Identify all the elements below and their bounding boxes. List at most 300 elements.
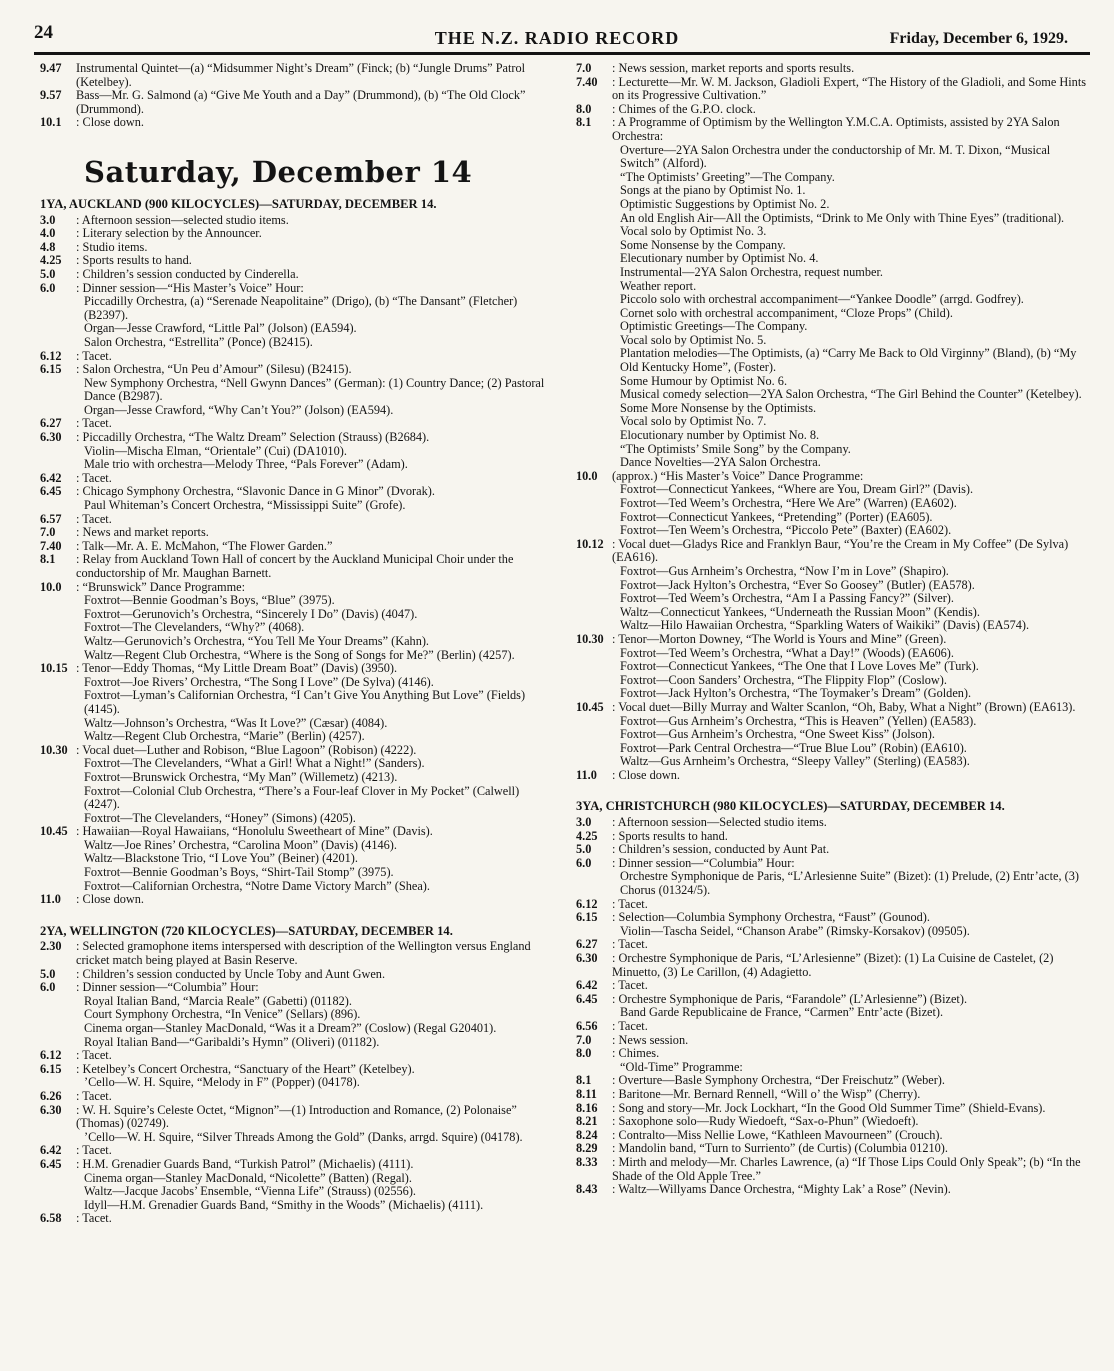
schedule-text: Male trio with orchestra—Melody Three, “Pals Forever” (Adam). [84,457,408,472]
schedule-item [40,940,555,967]
schedule-text: Foxtrot—Ted Weem’s Orchestra, “What a Day!” (Woods) (EA606). [620,645,954,660]
schedule-text: : Tacet. [612,937,648,952]
schedule-time: 9.57 [40,88,62,103]
schedule-time [576,925,612,939]
schedule-item [576,606,1090,620]
schedule-item [576,184,1090,198]
schedule-time [576,728,612,742]
schedule-item [576,579,1090,593]
schedule-time [576,524,612,538]
schedule-item [576,843,1090,857]
schedule-item [40,1104,555,1131]
schedule-text: : Saxophone solo—Rudy Wiedoeft, “Sax-o-Phun” (Wiedoeft). [612,1114,919,1129]
schedule-text: : “Brunswick” Dance Programme: [76,579,246,594]
schedule-item [576,938,1090,952]
schedule-item [40,445,555,459]
schedule-item [576,144,1090,171]
schedule-item [576,952,1090,979]
schedule-item [576,565,1090,579]
day-title: Saturday, December 14 [84,154,473,189]
schedule-text: : Hawaiian—Royal Hawaiians, “Honolulu Sweetheart of Mine” (Davis). [76,824,433,839]
schedule-text: Instrumental—2YA Salon Orchestra, request number. [620,264,883,279]
schedule-text: : Talk—Mr. A. E. McMahon, “The Flower Garden.” [76,538,333,553]
schedule-item [576,647,1090,661]
schedule-time: 10.0 [576,468,598,483]
schedule-item [40,1144,555,1158]
schedule-item [40,227,555,241]
schedule-item [40,458,555,472]
header-rule [34,52,1090,55]
schedule-time [40,771,76,785]
schedule-time [576,415,612,429]
schedule-item [576,266,1090,280]
schedule-text: Foxtrot—Jack Hylton’s Orchestra, “The Toymaker’s Dream” (Golden). [620,686,972,701]
schedule-time [40,757,76,771]
schedule-time: 10.30 [576,631,604,646]
schedule-item [576,483,1090,497]
schedule-item [40,1185,555,1199]
schedule-text: : Mandolin band, “Turn to Surriento” (de Curtis) (Columbia 01210). [612,1141,948,1156]
schedule-time [40,1185,76,1199]
schedule-item [40,893,555,907]
schedule-text: : Tacet. [76,1143,112,1158]
schedule-item [576,116,1090,143]
schedule-item [40,116,555,130]
schedule-item [576,755,1090,769]
schedule-text: “The Optimists’ Greeting”—The Company. [620,169,835,184]
schedule-text: Optimistic Greetings—The Company. [620,319,808,334]
schedule-text: Waltz—Jacque Jacobs’ Ensemble, “Vienna Life” (Strauss) (02556). [84,1184,416,1199]
schedule-time [40,404,76,418]
schedule-item [576,979,1090,993]
schedule-time [40,608,76,622]
schedule-time: 10.45 [40,824,68,839]
schedule-text: Optimistic Suggestions by Optimist No. 2. [620,196,830,211]
schedule-item [40,995,555,1009]
schedule-text: Elecutionary number by Optimist No. 4. [620,251,819,266]
schedule-text: : Children’s session conducted by Uncle Toby and Aunt Gwen. [76,966,386,981]
schedule-text: Bass—Mr. G. Salmond (a) “Give Me Youth and a Day” (Drummond), (b) “The Old Clock” (Drummond). [76,88,526,116]
schedule-text: Some Humour by Optimist No. 6. [620,373,788,388]
station-2ya-continued-list [576,62,1090,782]
schedule-time [576,388,612,402]
schedule-item [40,214,555,228]
schedule-time [576,511,612,525]
schedule-time: 8.1 [576,1073,592,1088]
schedule-item [40,1212,555,1226]
schedule-item [576,429,1090,443]
schedule-text: Foxtrot—Jack Hylton’s Orchestra, “Ever So Goosey” (Butler) (EA578). [620,577,975,592]
schedule-time: 4.8 [40,239,56,254]
schedule-time [576,212,612,226]
schedule-time [40,336,76,350]
schedule-text: Some More Nonsense by the Optimists. [620,400,817,415]
schedule-time [40,1036,76,1050]
schedule-time: 10.30 [40,742,68,757]
schedule-item [40,1090,555,1104]
schedule-item [576,456,1090,470]
schedule-text: Foxtrot—Ten Weem’s Orchestra, “Piccolo Pete” (Baxter) (EA602). [620,523,952,538]
schedule-item [40,417,555,431]
schedule-time [576,293,612,307]
schedule-text: : Tacet. [76,1211,112,1226]
schedule-item [576,212,1090,226]
schedule-time: 8.16 [576,1100,598,1115]
schedule-item [576,307,1090,321]
schedule-item [576,320,1090,334]
schedule-time [576,592,612,606]
schedule-text: Waltz—Blackstone Trio, “I Love You” (Beiner) (4201). [84,851,358,866]
schedule-text: : Chimes of the G.P.O. clock. [612,101,756,116]
schedule-text: : Tacet. [76,511,112,526]
schedule-text: : Vocal duet—Gladys Rice and Franklyn Baur, “You’re the Cream in My Coffee” (De Sylva) (EA616). [612,536,1069,565]
schedule-time [40,852,76,866]
schedule-time [576,660,612,674]
schedule-item [576,728,1090,742]
schedule-time: 6.58 [40,1211,62,1226]
schedule-text: Foxtrot—Connecticut Yankees, “Pretending” (Porter) (EA605). [620,509,933,524]
schedule-text: : Chimes. [612,1046,660,1061]
schedule-item [40,1036,555,1050]
schedule-time: 6.15 [576,910,598,925]
schedule-time: 6.0 [40,280,56,295]
schedule-item [576,497,1090,511]
schedule-time: 8.1 [40,552,56,567]
schedule-text: Paul Whiteman’s Concert Orchestra, “Mississippi Suite” (Grofe). [84,498,406,513]
schedule-text: : Dinner session—“Columbia” Hour: [612,855,795,870]
schedule-time: 8.43 [576,1182,598,1197]
schedule-text: Foxtrot—Connecticut Yankees, “The One that I Love Loves Me” (Turk). [620,659,979,674]
carryover-list [40,62,555,130]
schedule-text: Foxtrot—The Clevelanders, “Why?” (4068). [84,620,305,635]
schedule-text: Organ—Jesse Crawford, “Why Can’t You?” (Jolson) (EA594). [84,402,394,417]
schedule-time [576,225,612,239]
schedule-text: Orchestre Symphonique de Paris, “L’Arlesienne Suite” (Bizet): (1) Prelude, (2) Entr’acte, (3) Chorus (01324/5). [620,869,1079,898]
schedule-text: Foxtrot—Park Central Orchestra—“True Blue Lou” (Robin) (EA610). [620,740,967,755]
page-number: 24 [34,22,53,43]
schedule-time [576,870,612,897]
schedule-time: 6.12 [40,348,62,363]
schedule-text: : Tacet. [76,1048,112,1063]
schedule-item [576,592,1090,606]
schedule-text: : W. H. Squire’s Celeste Octet, “Mignon”—(1) Introduction and Romance, (2) Polonaise” (Thomas) (02749). [76,1102,517,1131]
schedule-item [576,633,1090,647]
schedule-text: : Close down. [612,767,680,782]
schedule-item [576,388,1090,402]
schedule-item [576,660,1090,674]
schedule-time: 6.0 [576,855,592,870]
schedule-text: Foxtrot—Lyman’s Californian Orchestra, “I Can’t Give You Anything But Love” (Fields) (4145). [84,688,526,716]
schedule-item [40,336,555,350]
schedule-time [576,375,612,389]
schedule-text: Dance Novelties—2YA Salon Orchestra. [620,455,821,470]
schedule-item [40,812,555,826]
schedule-item [576,511,1090,525]
schedule-time: 6.12 [576,896,598,911]
publication-title: THE N.Z. RADIO RECORD [434,28,680,48]
schedule-text: : Tacet. [612,978,648,993]
schedule-item [40,540,555,554]
schedule-time [576,755,612,769]
schedule-text: Vocal solo by Optimist No. 5. [620,332,767,347]
schedule-text: Instrumental Quintet—(a) “Midsummer Night’s Dream” (Finck; (b) “Jungle Drums” Patrol (Ketelbey). [76,61,526,89]
schedule-item [40,472,555,486]
schedule-text: Waltz—Regent Club Orchestra, “Marie” (Berlin) (4257). [84,729,365,744]
schedule-time: 7.40 [576,74,598,89]
schedule-text: : Children’s session, conducted by Aunt Pat. [612,842,830,857]
schedule-item [40,282,555,296]
schedule-text: : Afternoon session—Selected studio items. [612,815,827,830]
schedule-text: : Vocal duet—Luther and Robison, “Blue Lagoon” (Robison) (4222). [76,742,417,757]
schedule-item [40,295,555,322]
schedule-time [576,742,612,756]
schedule-text: : Salon Orchestra, “Un Peu d’Amour” (Silesu) (B2415). [76,362,352,377]
schedule-time [40,1199,76,1213]
schedule-time [40,880,76,894]
schedule-text: : Mirth and melody—Mr. Charles Lawrence, (a) “If Those Lips Could Only Speak”; (b) “In the Shade of the Old Apple Tree.” [612,1154,1081,1183]
schedule-text: Foxtrot—Bennie Goodman’s Boys, “Shirt-Tail Stomp” (3975). [84,865,394,880]
schedule-item [576,857,1090,871]
schedule-item [40,662,555,676]
schedule-text: : Vocal duet—Billy Murray and Walter Scanlon, “Oh, Baby, What a Night” (Brown) (EA613). [612,699,1076,714]
schedule-text: : Close down. [76,892,144,907]
schedule-text: (approx.) “His Master’s Voice” Dance Programme: [612,468,864,483]
schedule-time [576,619,612,633]
schedule-time: 7.40 [40,538,62,553]
schedule-time [576,456,612,470]
schedule-item [576,538,1090,565]
schedule-text: Foxtrot—Joe Rivers’ Orchestra, “The Song I Love” (De Sylva) (4146). [84,674,434,689]
schedule-time: 6.57 [40,511,62,526]
schedule-item [40,880,555,894]
schedule-item [576,1074,1090,1088]
schedule-text: Violin—Mischa Elman, “Orientale” (Cui) (DA1010). [84,443,347,458]
schedule-time [40,295,76,322]
schedule-text: Cinema organ—Stanley MacDonald, “Was it a Dream?” (Coslow) (Regal G20401). [84,1021,497,1035]
schedule-item [576,742,1090,756]
schedule-text: : Overture—Basle Symphony Orchestra, “Der Freischutz” (Weber). [612,1073,945,1088]
schedule-time [40,812,76,826]
schedule-text: : Tacet. [612,1018,648,1033]
schedule-item [40,1158,555,1172]
schedule-text: : Tacet. [612,896,648,911]
schedule-item [40,431,555,445]
schedule-text: Foxtrot—Californian Orchestra, “Notre Dame Victory March” (Shea). [84,878,430,893]
schedule-text: Royal Italian Band—“Garibaldi’s Hymn” (Oliveri) (01182). [84,1034,380,1049]
station-heading-2ya: 2YA, WELLINGTON (720 KILOCYCLES)—SATURDAY, DECEMBER 14. [40,923,453,938]
schedule-text: Royal Italian Band, “Marcia Reale” (Gabetti) (01182). [84,993,352,1008]
schedule-time: 10.15 [40,661,68,676]
schedule-time: 5.0 [40,966,56,981]
schedule-time [576,252,612,266]
schedule-time [576,497,612,511]
schedule-text: : Tacet. [76,416,112,431]
schedule-item [40,1199,555,1213]
schedule-item [40,1172,555,1186]
schedule-item [576,1129,1090,1143]
schedule-text: Court Symphony Orchestra, “In Venice” (Sellars) (896). [84,1007,361,1022]
schedule-time [40,635,76,649]
schedule-time: 6.56 [576,1018,598,1033]
schedule-time: 3.0 [40,212,56,227]
schedule-item [40,621,555,635]
schedule-item [576,470,1090,484]
schedule-time [40,839,76,853]
schedule-time [40,717,76,731]
schedule-time [40,322,76,336]
schedule-text: : Afternoon session—selected studio items. [76,212,289,227]
schedule-item [40,254,555,268]
schedule-time [576,715,612,729]
schedule-item [576,198,1090,212]
schedule-text: Idyll—H.M. Grenadier Guards Band, “Smithy in the Woods” (Michaelis) (4111). [84,1197,484,1212]
schedule-time [576,565,612,579]
schedule-text: : A Programme of Optimism by the Wellington Y.M.C.A. Optimists, assisted by 2YA Salon Orchestra: [612,115,1060,143]
schedule-item [40,852,555,866]
schedule-text: Foxtrot—Connecticut Yankees, “Where are You, Dream Girl?” (Davis). [620,482,974,497]
schedule-text: Elocutionary number by Optimist No. 8. [620,428,820,443]
page-header [0,0,1114,58]
schedule-time: 10.1 [40,115,62,130]
schedule-time [576,184,612,198]
schedule-time: 6.42 [576,978,598,993]
schedule-item [40,241,555,255]
schedule-item [576,443,1090,457]
schedule-item [40,1063,555,1077]
schedule-text: “Old-Time” Programme: [620,1059,743,1074]
schedule-item [576,280,1090,294]
schedule-time: 5.0 [576,842,592,857]
schedule-item [576,1183,1090,1197]
schedule-time [40,995,76,1009]
schedule-item [40,89,555,116]
schedule-time [576,1006,612,1020]
schedule-text: : Selection—Columbia Symphony Orchestra, “Faust” (Gounod). [612,910,930,925]
schedule-time [40,676,76,690]
schedule-text: : Selected gramophone items interspersed with description of the Wellington versus England cricket match being played at Basin Reserve. [76,939,531,968]
schedule-text: : Dinner session—“His Master’s Voice” Hour: [76,280,304,295]
schedule-item [576,1115,1090,1129]
schedule-item [576,103,1090,117]
schedule-text: Foxtrot—The Clevelanders, “What a Girl! What a Night!” (Sanders). [84,756,425,771]
schedule-item [576,252,1090,266]
schedule-text: Waltz—Hilo Hawaiian Orchestra, “Sparkling Waters of Waikiki” (Davis) (EA574). [620,618,1030,633]
schedule-text: Foxtrot—Gus Arnheim’s Orchestra, “This is Heaven” (Yellen) (EA583). [620,713,977,728]
schedule-time: 8.0 [576,1046,592,1061]
schedule-time: 6.27 [40,416,62,431]
schedule-text: Foxtrot—Bennie Goodman’s Boys, “Blue” (3975). [84,593,335,608]
schedule-item [576,1020,1090,1034]
schedule-item [40,594,555,608]
schedule-time: 6.26 [40,1088,62,1103]
schedule-item [576,925,1090,939]
schedule-item [576,1006,1090,1020]
schedule-text: Foxtrot—The Clevelanders, “Honey” (Simons) (4205). [84,810,356,825]
schedule-time: 11.0 [576,767,597,782]
schedule-time [40,785,76,812]
schedule-time: 10.12 [576,536,604,551]
schedule-item [40,377,555,404]
schedule-item [40,730,555,744]
schedule-text: Salon Orchestra, “Estrellita” (Ponce) (B2415). [84,334,313,349]
schedule-text: Waltz—Regent Club Orchestra, “Where is the Song of Songs for Me?” (Berlin) (4257). [84,647,515,662]
schedule-time [40,649,76,663]
schedule-text: Foxtrot—Coon Sanders’ Orchestra, “The Flippity Flop” (Coslow). [620,672,947,687]
schedule-text: Musical comedy selection—2YA Salon Orchestra, “The Girl Behind the Counter” (Ketelbey). [620,387,1082,402]
schedule-item [40,839,555,853]
schedule-time: 8.29 [576,1141,598,1156]
schedule-item [576,1047,1090,1061]
schedule-item [576,870,1090,897]
schedule-text: Foxtrot—Gus Arnheim’s Orchestra, “Now I’m in Love” (Shapiro). [620,563,949,578]
schedule-text: : Chicago Symphony Orchestra, “Slavonic Dance in G Minor” (Dvorak). [76,484,435,499]
schedule-time: 11.0 [40,892,61,907]
schedule-item [40,322,555,336]
schedule-item [576,701,1090,715]
schedule-item [576,816,1090,830]
schedule-item [576,619,1090,633]
schedule-item [40,785,555,812]
schedule-time: 4.0 [40,226,56,241]
schedule-time: 7.0 [576,1032,592,1047]
schedule-text: Songs at the piano by Optimist No. 1. [620,183,806,198]
schedule-text: : Tacet. [76,1088,112,1103]
schedule-time [576,606,612,620]
schedule-time: 6.30 [576,951,598,965]
schedule-time: 6.30 [40,430,62,445]
schedule-item [40,363,555,377]
schedule-item [576,293,1090,307]
schedule-time: 8.21 [576,1114,598,1129]
schedule-item [576,524,1090,538]
schedule-time [40,458,76,472]
schedule-text: : Song and story—Mr. Jock Lockhart, “In the Good Old Summer Time” (Shield-Evans). [612,1100,1046,1115]
schedule-item [576,239,1090,253]
schedule-time: 4.25 [40,253,62,268]
schedule-time: 6.45 [40,484,62,499]
schedule-time [576,443,612,457]
schedule-text: Plantation melodies—The Optimists, (a) “Carry Me Back to Old Virginny” (Bland), (b) “My Old Kentucky Home”, (Foster). [620,346,1077,375]
schedule-item [40,268,555,282]
schedule-item [40,404,555,418]
schedule-text: Foxtrot—Gus Arnheim’s Orchestra, “One Sweet Kiss” (Jolson). [620,727,935,742]
schedule-text: New Symphony Orchestra, “Nell Gwynn Dances” (German): (1) Country Dance; (2) Pastoral Dance (B2987). [84,375,545,404]
schedule-item [576,375,1090,389]
schedule-time [576,647,612,661]
schedule-item [40,1022,555,1036]
schedule-item [576,1034,1090,1048]
schedule-text: Vocal solo by Optimist No. 3. [620,224,767,239]
schedule-time [40,730,76,744]
schedule-text: Foxtrot—Brunswick Orchestra, “My Man” (Willemetz) (4213). [84,769,398,784]
schedule-text: : Sports results to hand. [612,828,728,843]
schedule-item [576,674,1090,688]
schedule-time: 10.0 [40,579,62,594]
schedule-text: : Ketelbey’s Concert Orchestra, “Sanctuary of the Heart” (Ketelbey). [76,1061,415,1076]
schedule-text: : H.M. Grenadier Guards Band, “Turkish Patrol” (Michaelis) (4111). [76,1156,414,1171]
schedule-text: : Studio items. [76,239,148,254]
schedule-text: : Lecturette—Mr. W. M. Jackson, Gladioli Expert, “The History of the Gladioli, and Some Hints on its Progressive Cultivation.” [612,74,1087,103]
schedule-time: 8.0 [576,101,592,116]
schedule-item [576,347,1090,374]
schedule-text: : Dinner session—“Columbia” Hour: [76,980,259,995]
schedule-time [40,866,76,880]
schedule-item [40,1131,555,1145]
schedule-time [40,1076,76,1090]
schedule-time: 2.30 [40,939,62,954]
schedule-item [576,993,1090,1007]
schedule-time [40,621,76,635]
